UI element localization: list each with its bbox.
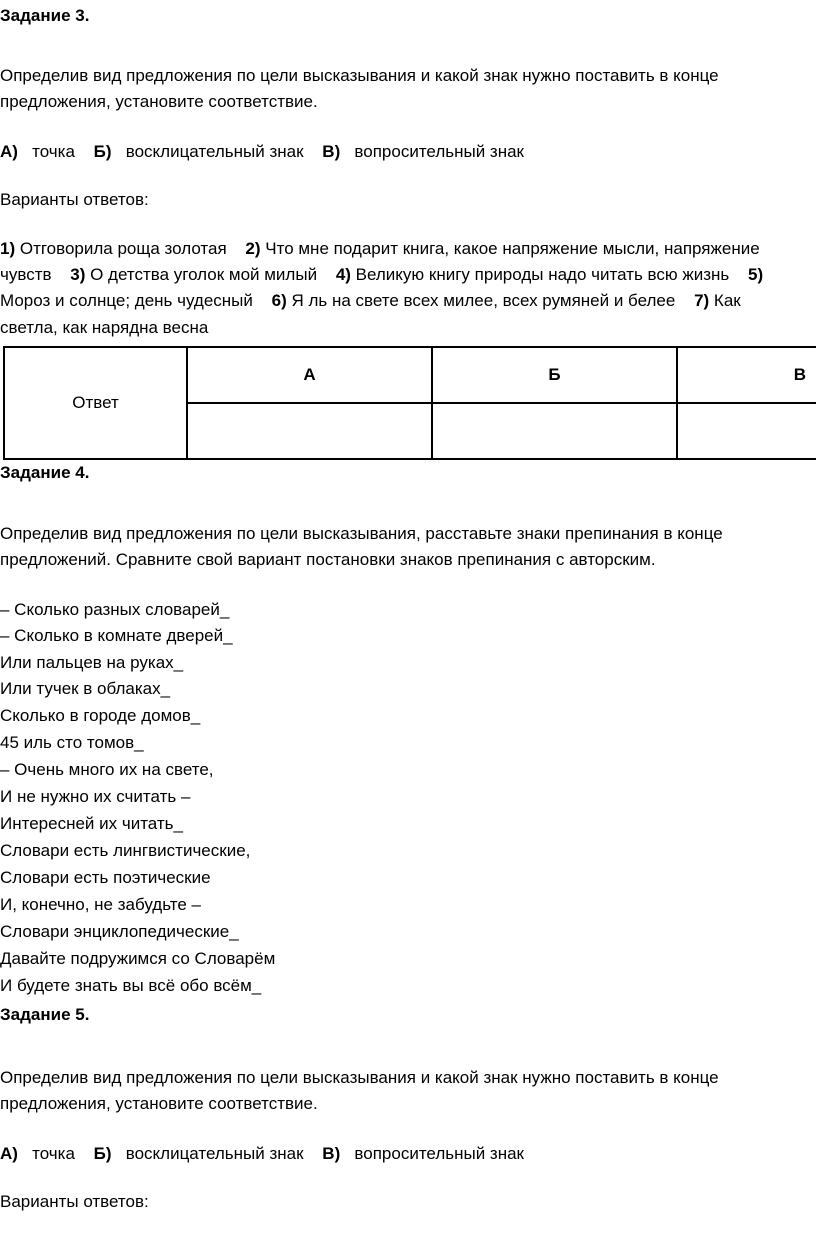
poem-line: Или тучек в облаках_ — [0, 679, 171, 698]
task3-title: Задание 3. — [0, 6, 90, 25]
poem-line: Или пальцев на руках_ — [0, 653, 184, 672]
poem-line: Сколько в городе домов_ — [0, 706, 201, 725]
poem-line: И будете знать вы всё обо всём_ — [0, 976, 262, 995]
variant-number: 4) — [335, 265, 351, 284]
task3-option-b-text: восклицательный знак — [125, 142, 304, 161]
task3-option-a-text: точка — [32, 142, 75, 161]
task3-option-c-text: вопросительный знак — [354, 142, 524, 161]
poem-line: Словари есть лингвистические, — [0, 841, 251, 860]
task3-variants-line — [0, 316, 208, 340]
answer-column-header-a: А — [187, 347, 432, 403]
poem-line: – Очень много их на свете, — [0, 760, 214, 779]
poem-line: Словари есть поэтические — [0, 868, 211, 887]
answer-column-header-c: В — [677, 347, 816, 403]
task3-instruction-line2: предложения, установите соответствие. — [0, 92, 318, 111]
task3-variants-line — [0, 237, 760, 261]
task5-title: Задание 5. — [0, 1005, 90, 1024]
task5-instruction-line2: предложения, установите соответствие. — [0, 1094, 318, 1113]
task3-variants-line — [0, 289, 741, 313]
answer-cell-b[interactable] — [432, 403, 677, 459]
task3-variants-label: Варианты ответов: — [0, 190, 149, 209]
variant-number: 2) — [245, 239, 261, 258]
answer-row-label: Ответ — [4, 347, 187, 459]
answer-table — [3, 346, 816, 460]
variant-number: 1) — [0, 239, 16, 258]
poem-line: Давайте подружимся со Словарём — [0, 949, 276, 968]
variant-text: Как — [709, 291, 741, 310]
task5-options — [0, 1142, 524, 1166]
poem-line: – Сколько разных словарей_ — [0, 600, 230, 619]
variant-text: Мороз и солнце; день чудесный — [0, 291, 253, 310]
task4-instruction-line1: Определив вид предложения по цели высказывания, расставьте знаки препинания в конце — [0, 524, 723, 543]
answer-cell-a[interactable] — [187, 403, 432, 459]
variant-text: Я ль на свете всех милее, всех румяней и белее — [286, 291, 676, 310]
task5-variants-label: Варианты ответов: — [0, 1192, 149, 1211]
variant-text: чувств — [0, 265, 52, 284]
task3-option-b-key: Б) — [93, 142, 112, 161]
task5-option-a-key: А) — [0, 1144, 18, 1163]
poem-line: И не нужно их считать – — [0, 787, 191, 806]
task4-instruction-line2: предложений. Сравните свой вариант постановки знаков препинания с авторским. — [0, 550, 656, 569]
variant-number: 7) — [694, 291, 710, 310]
variant-text: Великую книгу природы надо читать всю жизнь — [350, 265, 730, 284]
task5-option-c-text: вопросительный знак — [354, 1144, 524, 1163]
task3-option-c-key: В) — [322, 142, 341, 161]
poem-line: Словари энциклопедические_ — [0, 922, 239, 941]
variant-text: Что мне подарит книга, какое напряжение мысли, напряжение — [260, 239, 760, 258]
task3-instruction-line1: Определив вид предложения по цели высказывания и какой знак нужно поставить в конце — [0, 66, 719, 85]
poem-line: 45 иль сто томов_ — [0, 733, 144, 752]
task5-option-b-key: Б) — [93, 1144, 112, 1163]
variant-text: О детства уголок мой милый — [85, 265, 318, 284]
task4-title: Задание 4. — [0, 463, 90, 482]
poem-line: – Сколько в комнате дверей_ — [0, 626, 233, 645]
task5-instruction-line1: Определив вид предложения по цели высказывания и какой знак нужно поставить в конце — [0, 1068, 719, 1087]
answer-cell-c[interactable] — [677, 403, 816, 459]
task3-option-a-key: А) — [0, 142, 18, 161]
variant-number: 6) — [271, 291, 287, 310]
task5-option-b-text: восклицательный знак — [125, 1144, 304, 1163]
task5-option-a-text: точка — [32, 1144, 75, 1163]
answer-column-header-b: Б — [432, 347, 677, 403]
poem-line: И, конечно, не забудьте – — [0, 895, 201, 914]
variant-number: 5) — [748, 265, 764, 284]
task3-variants-line — [0, 263, 763, 287]
poem-line: Интересней их читать_ — [0, 814, 183, 833]
variant-number: 3) — [70, 265, 86, 284]
task5-option-c-key: В) — [322, 1144, 341, 1163]
variant-text: светла, как нарядна весна — [0, 318, 209, 337]
variant-text: Отговорила роща золотая — [15, 239, 227, 258]
task3-options — [0, 140, 524, 164]
